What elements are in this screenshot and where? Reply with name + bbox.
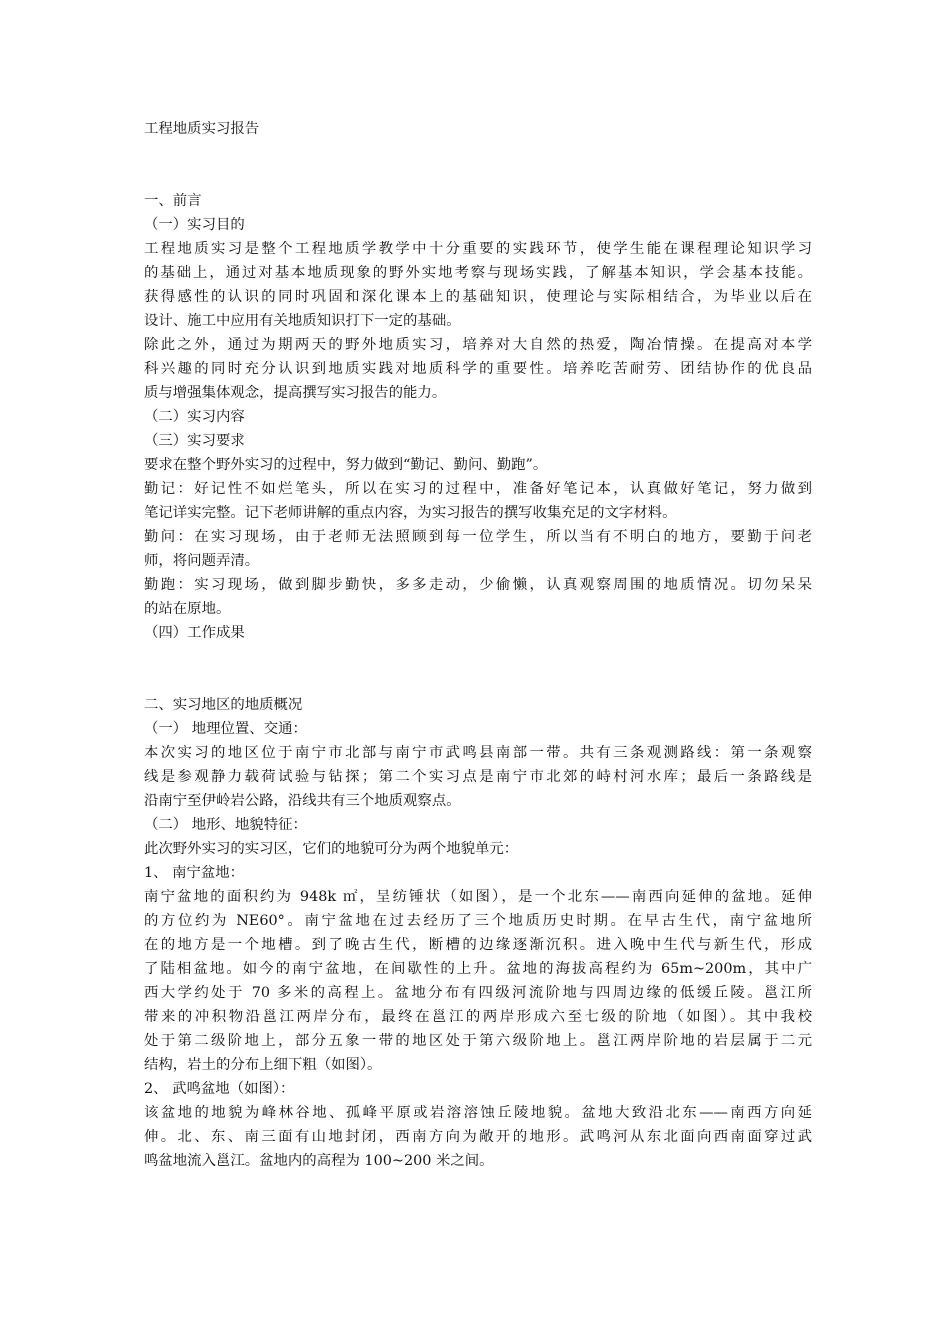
paragraph-line: 设计、施工中应用有关地质知识打下一定的基础。 xyxy=(144,313,461,329)
subheading-purpose: （一）实习目的 xyxy=(144,217,245,233)
section-heading-2: 二、实习地区的地质概况 xyxy=(144,697,303,713)
paragraph-purpose xyxy=(144,237,812,333)
paragraph-diligent-questions xyxy=(144,525,812,573)
paragraph-requirements: 要求在整个野外实习的过程中，努力做到“勤记、勤问、勤跑”。 xyxy=(144,457,548,473)
paragraph-line: 带来的冲积物沿邕江两岸分布，最终在邕江的两岸形成六至七级的阶地（如图）。其中我校 xyxy=(144,1009,812,1025)
paragraph-line: 除此之外，通过为期两天的野外地质实习，培养对大自然的热爱，陶冶情操。在提高对本学 xyxy=(144,337,812,353)
paragraph-line: 科兴趣的同时充分认识到地质实践对地质科学的重要性。培养吃苦耐劳、团结协作的优良品 xyxy=(144,361,812,377)
paragraph-line: 勤问：在实习现场，由于老师无法照顾到每一位学生，所以当有不明白的地方，要勤于问老 xyxy=(144,529,812,545)
subheading-content: （二）实习内容 xyxy=(144,409,245,425)
paragraph-line: 鸣盆地流入邕江。盆地内的高程为 100~200 米之间。 xyxy=(144,1153,494,1169)
document-title: 工程地质实习报告 xyxy=(144,121,260,137)
paragraph-line: 勤跑：实习现场，做到脚步勤快，多多走动，少偷懒，认真观察周围的地质情况。切勿呆呆 xyxy=(144,577,812,593)
paragraph-line: 处于第二级阶地上，部分五象一带的地区处于第六级阶地上。邕江两岸阶地的岩层属于二元 xyxy=(144,1033,812,1049)
paragraph-line: 工程地质实习是整个工程地质学教学中十分重要的实践环节，使学生能在课程理论知识学习 xyxy=(144,241,812,257)
list-item-wuming-basin: 2、 武鸣盆地（如图）： xyxy=(144,1081,295,1097)
paragraph-nanning-basin xyxy=(144,885,812,1077)
paragraph-line: 结构，岩土的分布上细下粗（如图）。 xyxy=(144,1057,382,1073)
paragraph-diligent-notes xyxy=(144,477,812,525)
paragraph-line: 的方位约为 NE60°。南宁盆地在过去经历了三个地质历史时期。在早古生代，南宁盆地所 xyxy=(144,913,812,929)
paragraph-line: 获得感性的认识的同时巩固和深化课本上的基础知识，使理论与实际相结合，为毕业以后在 xyxy=(144,289,812,305)
paragraph-location xyxy=(144,741,812,813)
paragraph-line: 的基础上，通过对基本地质现象的野外实地考察与现场实践，了解基本知识，学会基本技能。 xyxy=(144,265,812,281)
paragraph-line: 笔记详实完整。记下老师讲解的重点内容，为实习报告的撰写收集充足的文字材料。 xyxy=(144,505,677,521)
paragraph-line: 西大学约处于 70 多米的高程上。盆地分布有四级河流阶地与四周边缘的低缓丘陵。邕江所 xyxy=(144,985,812,1001)
paragraph-diligent-walking xyxy=(144,573,812,621)
paragraph-landform-intro: 此次野外实习的实习区，它们的地貌可分为两个地貌单元： xyxy=(144,841,519,857)
subheading-landform: （二） 地形、地貌特征： xyxy=(144,817,307,833)
paragraph-line: 在的地方是一个地槽。到了晚古生代，断槽的边缘逐渐沉积。进入晚中生代与新生代，形成 xyxy=(144,937,812,953)
subheading-results: （四）工作成果 xyxy=(144,625,245,641)
paragraph-line: 线是参观静力载荷试验与钻探；第二个实习点是南宁市北郊的峙村河水库；最后一条路线是 xyxy=(144,769,812,785)
document-body xyxy=(144,117,812,1173)
paragraph-line: 伸。北、东、南三面有山地封闭，西南方向为敞开的地形。武鸣河从东北面向西南面穿过武 xyxy=(144,1129,812,1145)
paragraph-line: 质与增强集体观念，提高撰写实习报告的能力。 xyxy=(144,385,447,401)
subheading-requirements: （三）实习要求 xyxy=(144,433,245,449)
paragraph-line: 师，将问题弄清。 xyxy=(144,553,260,569)
paragraph-line: 该盆地的地貌为峰林谷地、孤峰平原或岩溶溶蚀丘陵地貌。盆地大致沿北东——南西方向延 xyxy=(144,1105,812,1121)
paragraph-line: 了陆相盆地。如今的南宁盆地，在间歇性的上升。盆地的海拔高程约为 65m~200m，其中广 xyxy=(144,961,812,977)
list-item-nanning-basin: 1、 南宁盆地： xyxy=(144,865,245,881)
paragraph-line: 本次实习的地区位于南宁市北部与南宁市武鸣县南部一带。共有三条观测路线：第一条观察 xyxy=(144,745,812,761)
section-heading-1: 一、前言 xyxy=(144,193,202,209)
spacer xyxy=(144,141,812,189)
paragraph-line: 沿南宁至伊岭岩公路，沿线共有三个地质观察点。 xyxy=(144,793,461,809)
paragraph-wuming-basin xyxy=(144,1101,812,1173)
subheading-location: （一） 地理位置、交通： xyxy=(144,721,307,737)
paragraph-line: 的站在原地。 xyxy=(144,601,231,617)
paragraph-goals xyxy=(144,333,812,405)
spacer xyxy=(144,645,812,693)
paragraph-line: 南宁盆地的面积约为 948k ㎡，呈纺锤状（如图），是一个北东——南西向延伸的盆地。延伸 xyxy=(144,889,812,905)
paragraph-line: 勤记：好记性不如烂笔头，所以在实习的过程中，准备好笔记本，认真做好笔记，努力做到 xyxy=(144,481,812,497)
